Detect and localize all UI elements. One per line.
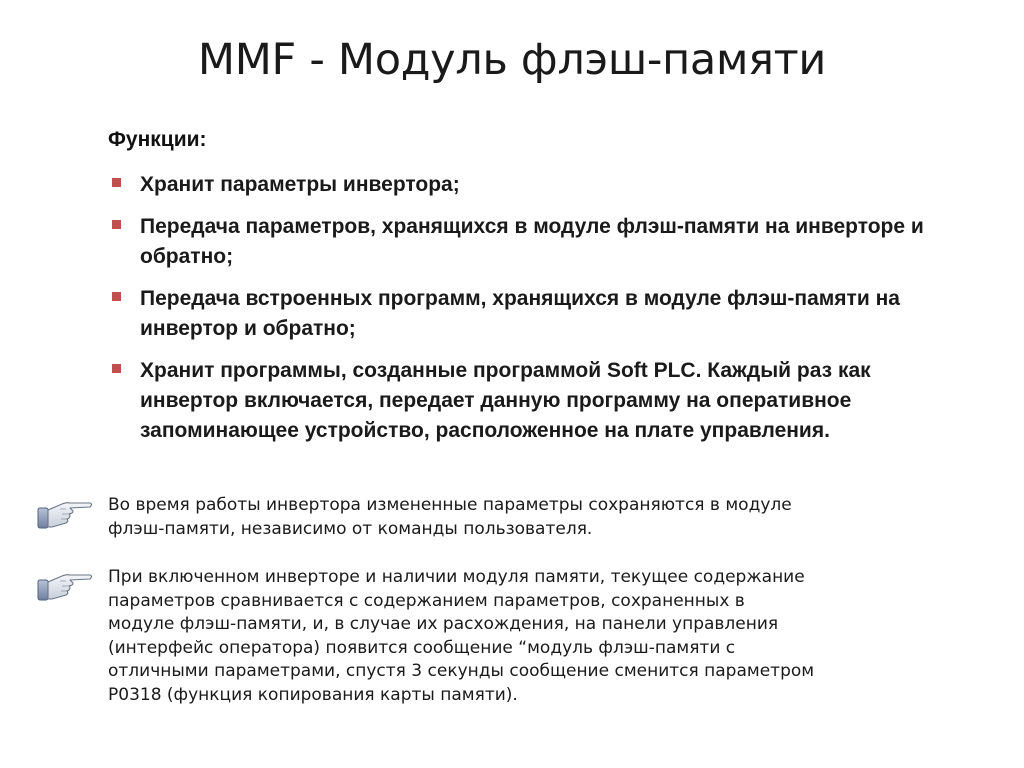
list-item	[108, 170, 948, 200]
note-text: Во время работы инвертора измененные параметры сохраняются в модуле флэш-памяти, независимо от команды пользователя.	[108, 495, 792, 539]
list-item	[108, 212, 948, 272]
functions-heading: Функции:	[108, 128, 207, 151]
square-bullet-icon	[112, 292, 121, 301]
square-bullet-icon	[112, 178, 121, 187]
note-text: При включенном инверторе и наличии модуля памяти, текущее содержание параметров сравнивается с содержанием параметров, сохраненных в модуле флэш-памяти, и, в случае их расхождения, на панели управления (интерфейс оператора) появится сообщение “модуль флэш-памяти с отличными параметрами, спустя 3 секунды сообщение сменится параметром P0318 (функция копирования карты памяти).	[108, 567, 815, 705]
pointing-hand-icon	[36, 566, 94, 606]
list-item	[108, 284, 948, 344]
list-item	[108, 356, 948, 446]
list-item-text: Передача встроенных программ, хранящихся в модуле флэш-памяти на инвертор и обратно;	[140, 287, 900, 340]
list-item-text: Передача параметров, хранящихся в модуле флэш-памяти на инверторе и обратно;	[140, 215, 924, 268]
functions-list	[108, 170, 948, 458]
page-title: MMF - Модуль флэш-памяти	[197, 35, 827, 85]
pointing-hand-icon	[36, 494, 94, 534]
square-bullet-icon	[112, 364, 121, 373]
list-item-text: Хранит параметры инвертора;	[140, 173, 460, 196]
square-bullet-icon	[112, 220, 121, 229]
list-item-text: Хранит программы, созданные программой Soft PLC. Каждый раз как инвертор включается, передает данную программу на оперативное запоминающее устройство, расположенное на плате управления.	[140, 359, 871, 442]
